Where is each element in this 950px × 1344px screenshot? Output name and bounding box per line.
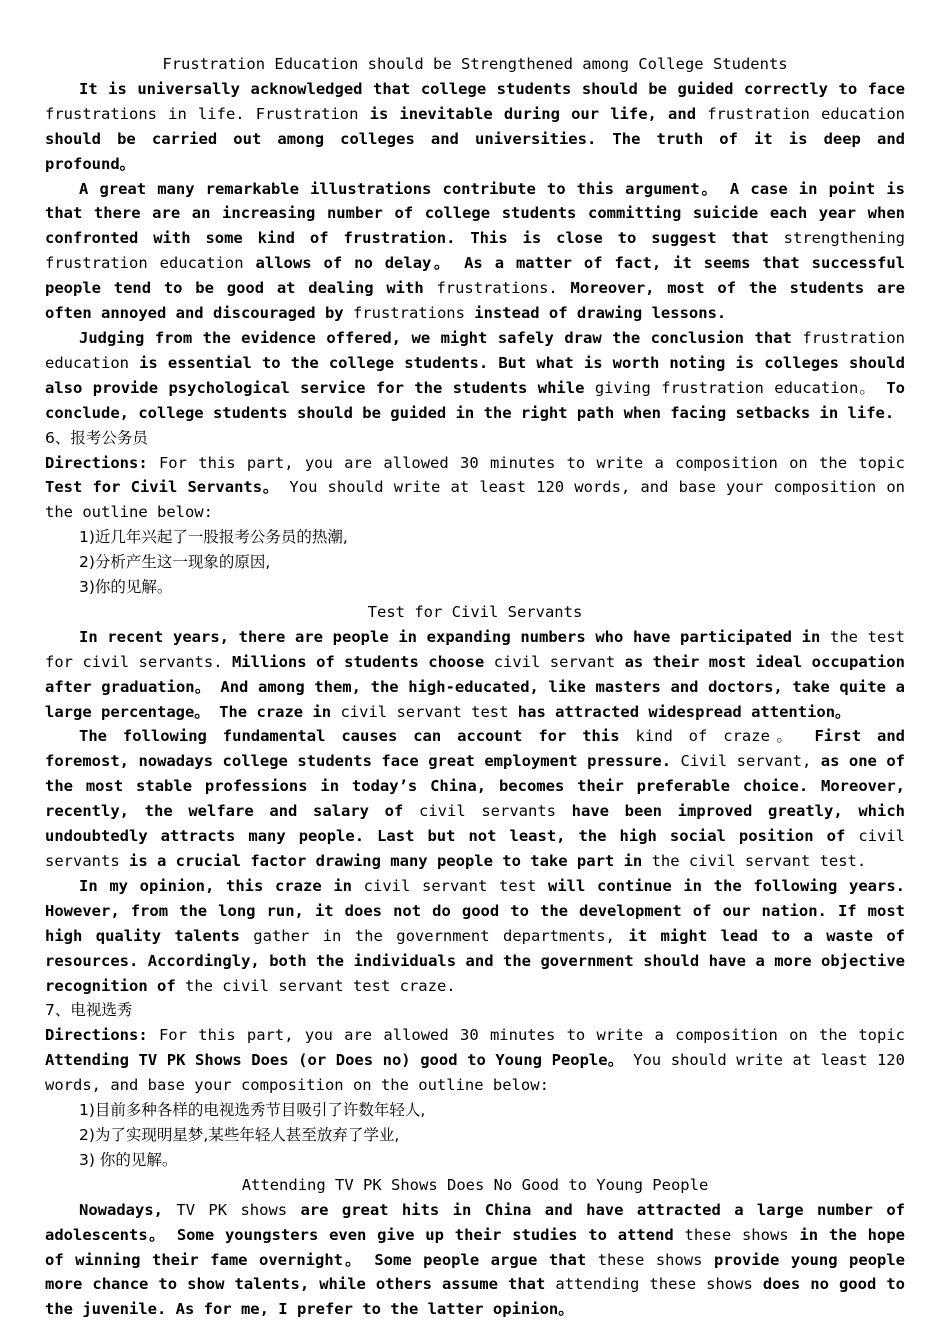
text-run: are great hits in China and have attracted a large number of adolescents。 Some youngsters even give up their studies to attend xyxy=(45,1200,905,1244)
text-run: is essential to the college students. But what is worth noting is colleges should also provide psychological service for the students while xyxy=(45,353,905,397)
text-run: civil servant test xyxy=(363,876,549,895)
text-run: in the hope of winning their fame overnight。 Some people argue that xyxy=(45,1225,905,1269)
text-run: will continue in the following years. However, from the long run, it does not do good to the development of our nation. If most high quality talents xyxy=(45,876,905,945)
text-run: Moreover, most of the students are often annoyed and discouraged by xyxy=(45,279,905,323)
text-run: In recent years, there are people in expanding numbers who have participated in xyxy=(79,627,830,646)
text-run: It is universally acknowledged that college students should be guided correctly to face xyxy=(79,79,905,98)
outline-list xyxy=(45,1098,905,1173)
text-run: For this part, you are allowed 30 minutes to write a composition on the topic xyxy=(158,1026,905,1045)
text-run: civil servant xyxy=(493,652,625,671)
text-run: have been improved greatly, which undoubtedly attracts many people. Last but not least, the high social position of xyxy=(45,802,905,846)
text-run: does no good to the juvenile. As for me, I prefer to the latter opinion。 xyxy=(45,1275,905,1319)
text-run: civil servant test xyxy=(340,702,518,721)
essay-paragraph xyxy=(45,177,905,326)
text-run: civil servants xyxy=(45,827,905,870)
text-run: civil servants xyxy=(419,802,572,821)
directions-paragraph xyxy=(45,451,905,526)
text-run: these shows xyxy=(597,1250,715,1269)
outline-item: 3)你的见解。 xyxy=(79,578,173,597)
text-run: frustration education xyxy=(707,104,906,123)
essay-title: Test for Civil Servants xyxy=(367,602,583,621)
essay-paragraph xyxy=(45,874,905,999)
essay-title: Frustration Education should be Strengthened among College Students xyxy=(162,55,788,73)
text-run: To conclude, college students should be guided in the right path when facing setbacks in life. xyxy=(45,378,906,422)
text-run: giving frustration education。 xyxy=(594,378,887,397)
text-run: Test for Civil Servants。 xyxy=(45,478,280,497)
essay-paragraph xyxy=(45,326,905,426)
essay-title: Attending TV PK Shows Does No Good to Young People xyxy=(241,1175,709,1194)
section-heading: 7、电视选秀 xyxy=(45,1001,133,1020)
text-run: Directions: xyxy=(45,453,159,472)
section-heading: 6、报考公务员 xyxy=(45,428,148,447)
text-run: the test for civil servants. xyxy=(45,627,905,671)
text-run: strengthening frustration education xyxy=(45,229,905,273)
text-run: Directions: xyxy=(45,1026,159,1045)
outline-item: 1)目前多种各样的电视选秀节目吸引了许数年轻人, xyxy=(79,1101,426,1120)
text-run: In my opinion, this craze in xyxy=(79,876,364,895)
text-run: frustrations in life. Frustration xyxy=(45,104,370,123)
document-page xyxy=(45,52,905,1322)
text-run: TV PK shows xyxy=(176,1200,301,1219)
text-run: provide young people more chance to show talents, while others assume that xyxy=(45,1250,906,1294)
text-run: A great many remarkable illustrations contribute to this argument。 A case in point is that there are an increasing number of college students committing suicide each year when confronted with some kind of frustration. This is close to suggest that xyxy=(45,179,905,248)
text-run: Judging from the evidence offered, we might safely draw the conclusion that xyxy=(79,328,803,347)
text-run: allows of no delay。 As a matter of fact, it seems that successful people tend to be good at dealing with xyxy=(45,254,905,298)
text-run: these shows xyxy=(684,1225,800,1244)
text-run: as their most ideal occupation after graduation。 And among them, the high-educated, like masters and doctors, take quite a large percentage。 The craze in xyxy=(45,652,905,721)
text-run: attending these shows xyxy=(555,1275,763,1294)
outline-item: 2)为了实现明星梦,某些年轻人甚至放弃了学业, xyxy=(79,1125,400,1144)
text-run: frustrations. xyxy=(436,279,571,298)
text-run: For this part, you are allowed 30 minutes to write a composition on the topic xyxy=(158,453,905,472)
outline-item: 3) 你的见解。 xyxy=(79,1150,178,1169)
outline-list xyxy=(45,525,905,600)
text-run: You should write at least 120 words, and base your composition on the outline below: xyxy=(45,478,905,522)
text-run: frustration education xyxy=(45,328,905,372)
text-run: frustrations xyxy=(352,304,475,323)
text-run: Nowadays, xyxy=(79,1200,177,1219)
text-run: The following fundamental causes can account for this xyxy=(79,727,636,746)
outline-item: 1)近几年兴起了一股报考公务员的热潮, xyxy=(79,528,348,547)
text-run: is inevitable during our life, and xyxy=(369,104,708,123)
text-run: Attending TV PK Shows Does (or Does no) good to Young People。 xyxy=(45,1051,624,1070)
essay-paragraph xyxy=(45,1198,905,1323)
text-run: kind of craze。 xyxy=(635,727,815,746)
directions-paragraph xyxy=(45,1023,905,1098)
text-run: Civil servant, xyxy=(680,752,821,771)
text-run: should be carried out among colleges and universities. The truth of it is deep and profound。 xyxy=(45,129,905,173)
text-run: it might lead to a waste of resources. Accordingly, both the individuals and the government should have a more objective recognition of xyxy=(45,926,906,995)
text-run: the civil servant test craze. xyxy=(184,976,456,995)
text-run: the civil servant test. xyxy=(651,852,867,870)
essay-paragraph xyxy=(45,625,905,725)
text-run: instead of drawing lessons. xyxy=(474,304,727,323)
text-run: You should write at least 120 words, and base your composition on the outline below: xyxy=(45,1051,905,1095)
text-run: is a crucial factor drawing many people to take part in xyxy=(129,852,652,870)
text-run: First and foremost, nowadays college students face great employment pressure. xyxy=(45,727,905,771)
text-run: has attracted widespread attention。 xyxy=(517,702,851,721)
essay-paragraph xyxy=(45,724,905,873)
outline-item: 2)分析产生这一现象的原因, xyxy=(79,553,271,572)
essay-paragraph xyxy=(45,77,905,177)
text-run: Millions of students choose xyxy=(231,652,494,671)
text-run: as one of the most stable professions in today’s China, becomes their preferable choice. Moreover, recently, the welfare and salary of xyxy=(45,752,905,821)
text-run: gather in the government departments, xyxy=(253,926,629,945)
